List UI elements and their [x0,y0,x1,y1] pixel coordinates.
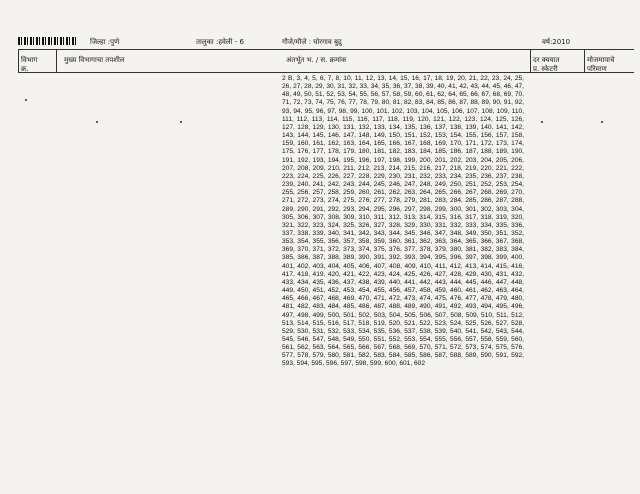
column-unit-top: मोजमापाचे [587,56,615,64]
taluka-label: तालुका :हवेली - 6 [196,38,244,46]
scan-speck [96,121,98,123]
scan-speck [25,99,27,101]
scan-speck [180,121,182,123]
column-division: विभाग [21,56,38,64]
column-division-no: क्र. [21,65,29,73]
column-divider [530,49,531,72]
column-unit-bottom: परिमाण [587,65,607,73]
column-divider [56,49,57,72]
column-divider [584,49,585,72]
scan-speck [541,121,543,123]
survey-numbers-list: 2 B, 3, 4, 5, 6, 7, 8, 10, 11, 12, 13, 14, 15, 16, 17, 18, 19, 20, 21, 22, 23, 24, 25, 26, 27, 28, 29, 30, 31, 32, 33, 34, 35, 36, 37, 38, 39, 40, 41, 42, 43, 44, 45, 46, 47, 48, 49, 50, 51, 52, 53, 54, 55, 56, 57, 58, 59, 60, 61, 62, 64, 65, 66, 67, 68, 69, 70, 71, 72, 73, 74, 75, 76, 77, 78, 79, 80, 81, 82, 83, 84, 85, 86, 87, 88, 89, 90, 91, 92, 93, 94, 95, 96, 97, 98, 99, 100, 101, 102, 103, 104, 105, 106, 107, 108, 109, 110, 111, 112, 113, 114, 115, 116, 117, 118, 119, 120, 121, 122, 123, 124, 125, 126, 127, 128, 129, 130, 131, 132, 133, 134, 135, 136, 137, 138, 139, 140, 141, 142, 143, 144, 145, 146, 147, 148, 149, 150, 151, 152, 153, 154, 155, 156, 157, 158, 159, 160, 161, 162, 163, 164, 165, 166, 167, 168, 169, 170, 171, 172, 173, 174, 175, 176, 177, 178, 179, 180, 181, 182, 183, 184, 185, 186, 187, 188, 189, 190, 191, 192, 193, 194, 195, 196, 197, 198, 199, 200, 201, 202, 203, 204, 205, 206, 207, 208, 209, 210, 211, 212, 213, 214, 215, 216, 217, 218, 219, 220, 221, 222, 223, 224, 225, 226, 227, 228, 229, 230, 231, 232, 233, 234, 235, 236, 237, 238, 239, 240, 241, 242, 243, 244, 245, 246, 247, 248, 249, 250, 251, 252, 253, 254, 255, 256, 257, 258, 259, 260, 261, 262, 263, 264, 265, 266, 267, 268, 269, 270, 271, 272, 273, 274, 275, 276, 277, 278, 279, 281, 283, 284, 285, 286, 287, 288, 289, 290, 291, 292, 293, 294, 295, 296, 297, 298, 299, 300, 301, 302, 303, 304, 305, 306, 307, 308, 309, 310, 311, 312, 313, 314, 315, 316, 317, 318, 319, 320, 321, 322, 323, 324, 325, 326, 327, 328, 329, 330, 331, 332, 333, 334, 335, 336, 337, 338, 339, 340, 341, 342, 343, 344, 345, 346, 347, 348, 349, 350, 351, 352, 353, 354, 355, 356, 357, 358, 359, 360, 361, 362, 363, 364, 365, 366, 367, 368, 369, 370, 371, 372, 373, 374, 375, 376, 377, 378, 379, 380, 381, 382, 383, 384, 385, 386, 387, 388, 389, 390, 391, 392, 393, 394, 395, 396, 397, 398, 399, 400, 401, 402, 403, 404, 405, 406, 407, 408, 409, 410, 411, 412, 413, 414, 415, 416, 417, 418, 419, 420, 421, 422, 423, 424, 425, 426, 427, 428, 429, 430, 431, 432, 433, 434, 435, 436, 437, 438, 439, 440, 441, 442, 443, 444, 445, 446, 447, 448, 449, 450, 451, 452, 453, 454, 455, 456, 457, 458, 459, 460, 461, 462, 463, 464, 465, 466, 467, 468, 469, 470, 471, 472, 473, 474, 475, 476, 477, 478, 479, 480, 481, 482, 483, 484, 485, 486, 487, 488, 489, 490, 491, 492, 493, 494, 495, 496, 497, 498, 499, 500, 501, 502, 503, 504, 505, 506, 507, 508, 509, 510, 511, 512, 513, 514, 515, 516, 517, 518, 519, 520, 521, 522, 523, 524, 525, 526, 527, 528, 529, 530, 531, 532, 533, 534, 535, 536, 537, 538, 539, 540, 541, 542, 543, 544, 545, 546, 547, 548, 549, 550, 551, 552, 553, 554, 555, 556, 557, 558, 559, 560, 561, 562, 563, 564, 565, 566, 567, 568, 569, 570, 571, 572, 573, 574, 575, 576, 577, 578, 579, 580, 581, 582, 583, 584, 585, 586, 587, 588, 589, 590, 591, 592, 593, 594, 595, 596, 597, 598, 599, 600, 601, 602 [282,75,524,368]
column-divider [18,49,19,72]
column-rate-top: दर क्ययात [533,56,560,64]
column-main-division: मुख्य विभागाचा तपशील [64,56,125,64]
district-label: जिल्हा :पुणे [90,38,120,46]
village-label: गौजे/मौजे : घोरगाव बुद्रु [282,38,342,46]
barcode-logo [18,37,78,45]
year-label: वर्ष:2010 [542,38,571,46]
column-rate-bottom: प्र. स्केटरी [533,65,558,73]
header-rule-top [18,49,634,50]
column-survey-numbers: अंतर्भूत भ. / स. क्रमांक [286,56,347,64]
scan-speck [601,121,603,123]
